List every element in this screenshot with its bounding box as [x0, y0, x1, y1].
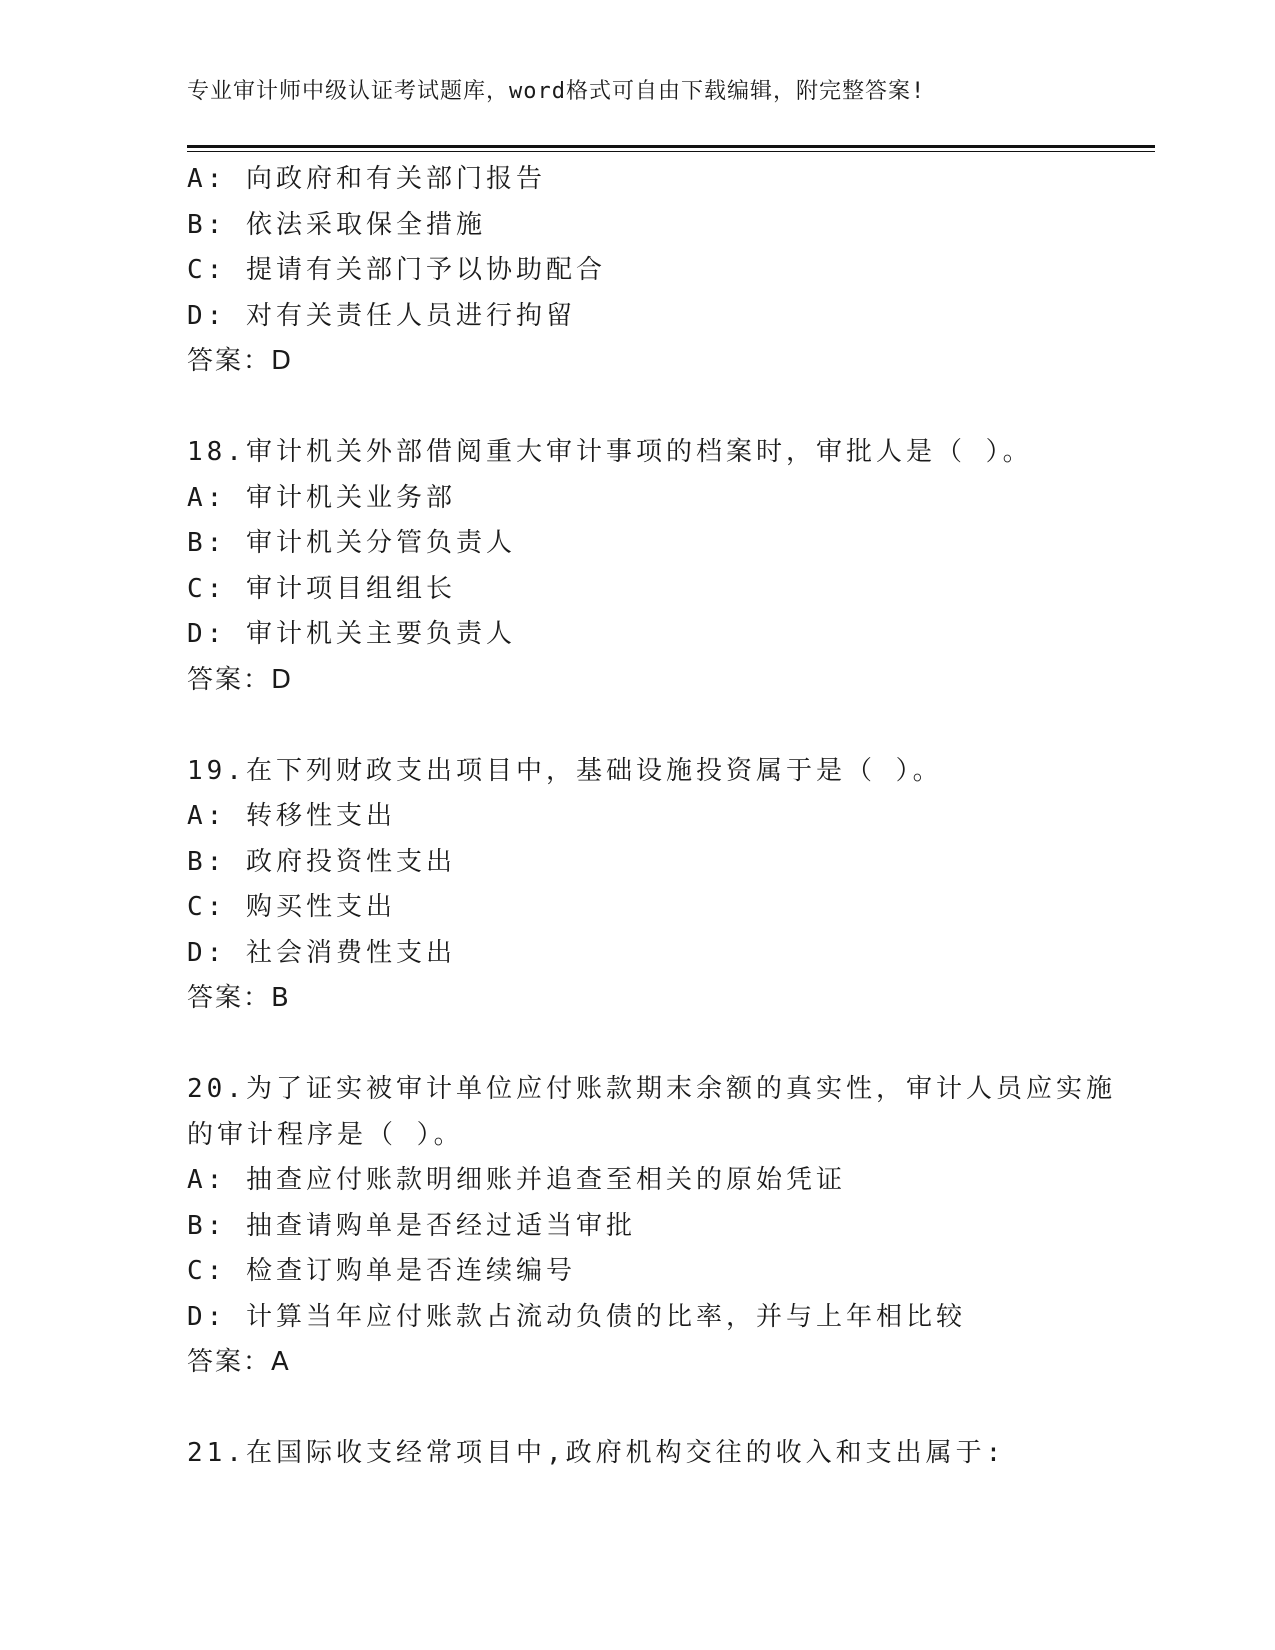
option-a: A: 抽查应付账款明细账并追查至相关的原始凭证	[187, 1165, 846, 1195]
question-stem: 20.为了证实被审计单位应付账款期末余额的真实性，审计人员应实施	[187, 1074, 1116, 1104]
spacer	[187, 1022, 1087, 1068]
option-c: C: 购买性支出	[187, 892, 396, 922]
option-b: B: 审计机关分管负责人	[187, 528, 516, 558]
question-block	[187, 1067, 1116, 1386]
option-d: D: 对有关责任人员进行拘留	[187, 300, 576, 331]
question-list	[187, 157, 1116, 1477]
answer: 答案：A	[187, 1347, 291, 1377]
option-c: C: 提请有关部门予以协助配合	[187, 255, 606, 285]
spacer	[187, 385, 1087, 431]
answer: 答案：B	[187, 983, 291, 1013]
option-b: B: 依法采取保全措施	[187, 209, 486, 240]
question-stem: 21.在国际收支经常项目中,政府机构交往的收入和支出属于:	[187, 1438, 1006, 1468]
header-rule-thick	[187, 145, 1155, 148]
question-block	[187, 157, 1087, 385]
question-stem: 19.在下列财政支出项目中，基础设施投资属于是（ ）。	[187, 755, 943, 786]
answer: 答案：D	[187, 664, 294, 695]
option-a: A: 审计机关业务部	[187, 482, 456, 513]
option-c: C: 检查订购单是否连续编号	[187, 1256, 576, 1286]
option-d: D: 审计机关主要负责人	[187, 619, 516, 649]
spacer	[187, 703, 1087, 749]
option-b: B: 政府投资性支出	[187, 846, 456, 877]
option-a: A: 转移性支出	[187, 801, 396, 831]
option-a: A: 向政府和有关部门报告	[187, 164, 546, 194]
answer: 答案：D	[187, 346, 294, 376]
option-d: D: 计算当年应付账款占流动负债的比率，并与上年相比较	[187, 1301, 966, 1332]
question-block	[187, 1431, 1087, 1477]
question-stem-continued: 的审计程序是（ ）。	[187, 1119, 464, 1150]
header-rule-thin	[187, 151, 1155, 152]
option-c: C: 审计项目组组长	[187, 573, 456, 604]
option-b: B: 抽查请购单是否经过适当审批	[187, 1210, 636, 1241]
spacer	[187, 1386, 1087, 1432]
question-stem: 18.审计机关外部借阅重大审计事项的档案时，审批人是（ ）。	[187, 437, 1033, 467]
option-d: D: 社会消费性支出	[187, 937, 456, 968]
question-block	[187, 430, 1087, 703]
question-block	[187, 749, 1087, 1022]
page-header: 专业审计师中级认证考试题库，word格式可自由下载编辑，附完整答案!	[187, 79, 926, 104]
